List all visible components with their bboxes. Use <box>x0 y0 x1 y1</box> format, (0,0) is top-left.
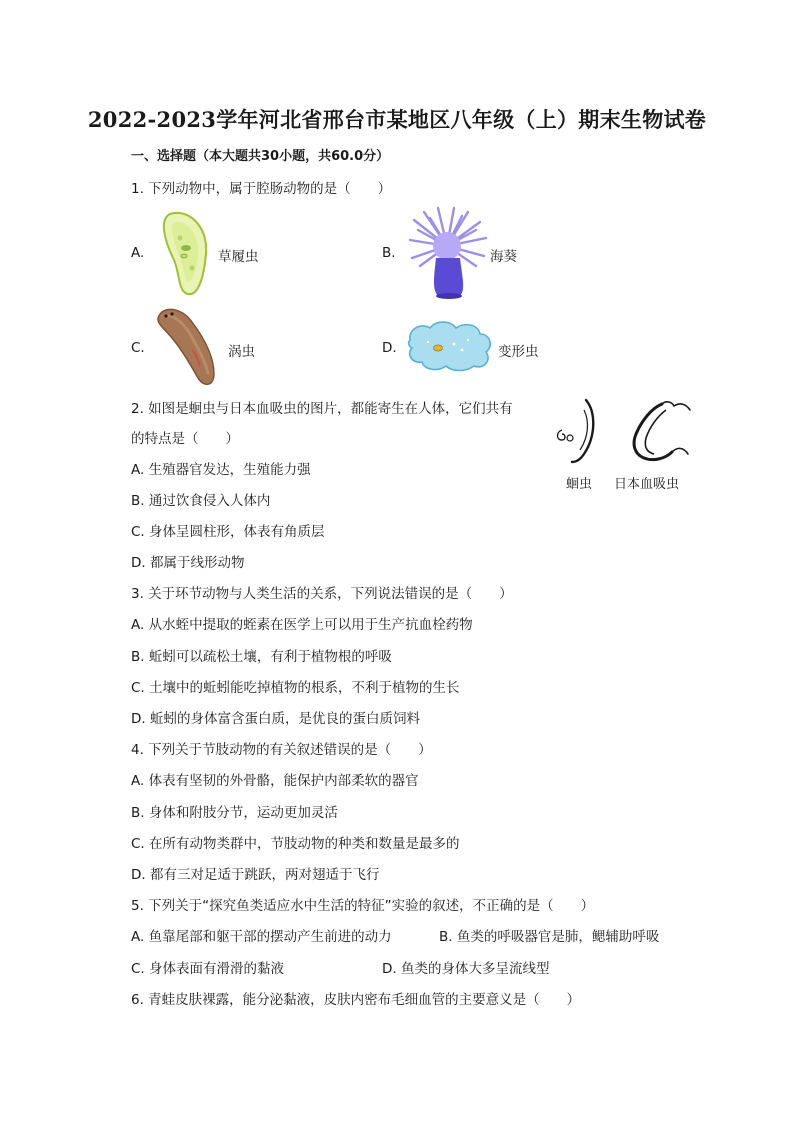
q4-option-c: C. 在所有动物类群中，节肢动物的种类和数量是最多的 <box>131 836 460 852</box>
q1-option-c-letter: C. <box>131 340 145 356</box>
question-2-stem-line2: 的特点是（ ） <box>131 431 239 447</box>
q1-option-b-label: 海葵 <box>490 249 517 265</box>
q1-option-a-label: 草履虫 <box>218 249 259 265</box>
q5-option-b: B. 鱼类的呼吸器官是肺，鳃辅助呼吸 <box>439 929 660 945</box>
q2-option-d: D. 都属于线形动物 <box>131 555 245 571</box>
q5-option-a: A. 鱼靠尾部和躯干部的摆动产生前进的动力 <box>131 929 392 945</box>
q1-option-a-letter: A. <box>131 245 145 261</box>
q5-option-d: D. 鱼类的身体大多呈流线型 <box>382 961 550 977</box>
q4-option-b: B. 身体和附肢分节，运动更加灵活 <box>131 805 338 821</box>
planarian-icon <box>152 304 224 390</box>
question-5-stem: 5. 下列关于“探究鱼类适应水中生活的特征”实验的叙述，不正确的是（ ） <box>131 898 595 914</box>
q2-option-c: C. 身体呈圆柱形，体表有角质层 <box>131 524 325 540</box>
q5-option-c: C. 身体表面有滑滑的黏液 <box>131 961 285 977</box>
section-heading: 一、选择题（本大题共30小题，共60.0分） <box>131 149 390 164</box>
q3-option-a: A. 从水蛭中提取的蛭素在医学上可以用于生产抗血栓药物 <box>131 617 473 633</box>
page-title: 2022-2023学年河北省邢台市某地区八年级（上）期末生物试卷 <box>87 107 707 132</box>
blood-fluke-caption: 日本血吸虫 <box>614 477 680 492</box>
q4-option-d: D. 都有三对足适于跳跃，两对翅适于飞行 <box>131 867 380 883</box>
question-6-stem: 6. 青蛙皮肤裸露，能分泌黏液，皮肤内密布毛细血管的主要意义是（ ） <box>131 992 581 1008</box>
question-4-stem: 4. 下列关于节肢动物的有关叙述错误的是（ ） <box>131 742 432 758</box>
roundworm-caption: 蛔虫 <box>566 477 593 492</box>
question-1-stem: 1. 下列动物中，属于腔肠动物的是（ ） <box>131 181 392 197</box>
q1-option-b-letter: B. <box>382 245 396 261</box>
question-2-stem-line1: 2. 如图是蛔虫与日本血吸虫的图片，都能寄生在人体，它们共有 <box>131 401 513 417</box>
paramecium-icon <box>158 208 218 298</box>
q3-option-b: B. 蚯蚓可以疏松土壤，有利于植物根的呼吸 <box>131 649 392 665</box>
q2-option-a: A. 生殖器官发达，生殖能力强 <box>131 462 311 478</box>
q2-option-b: B. 通过饮食侵入人体内 <box>131 493 271 509</box>
question-3-stem: 3. 关于环节动物与人类生活的关系，下列说法错误的是（ ） <box>131 586 513 602</box>
sea-anemone-icon <box>404 206 490 300</box>
q3-option-d: D. 蚯蚓的身体富含蛋白质，是优良的蛋白质饲料 <box>131 711 420 727</box>
q1-option-d-letter: D. <box>382 340 397 356</box>
q4-option-a: A. 体表有坚韧的外骨骼，能保护内部柔软的器官 <box>131 773 419 789</box>
q1-option-d-label: 变形虫 <box>498 344 539 360</box>
roundworm-icon <box>548 396 608 466</box>
q1-option-c-label: 涡虫 <box>228 344 255 360</box>
q3-option-c: C. 土壤中的蚯蚓能吃掉植物的根系，不利于植物的生长 <box>131 680 460 696</box>
amoeba-icon <box>404 318 496 374</box>
blood-fluke-icon <box>622 396 694 468</box>
